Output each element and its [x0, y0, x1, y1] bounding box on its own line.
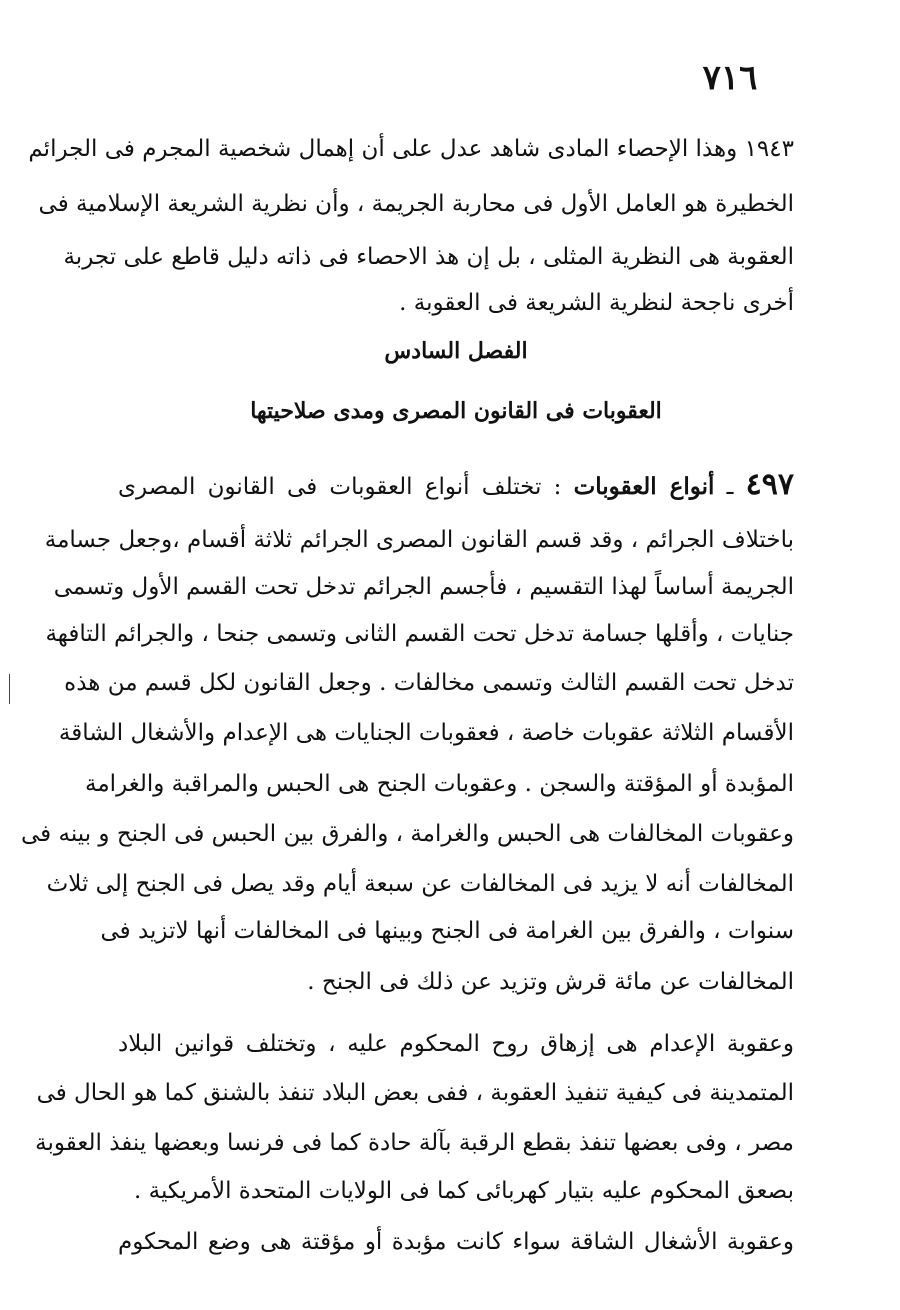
- text-line: المخالفات عن مائة قرش وتزيد عن ذلك فى الجنح .: [307, 969, 794, 995]
- section-dash: ـ: [714, 474, 746, 500]
- text-line: المتمدينة فى كيفية تنفيذ العقوبة ، ففى بعض البلاد تنفذ بالشنق كما هو الحال فى: [36, 1080, 794, 1106]
- chapter-title: العقوبات فى القانون المصرى ومدى صلاحيتها: [250, 398, 662, 424]
- section-first-line: [118, 465, 794, 505]
- page-number: ٧١٦: [702, 58, 758, 98]
- text-line: الجريمة أساساً لهذا التقسيم ، فأجسم الجرائم تدخل تحت القسم الأول وتسمى: [53, 574, 794, 600]
- section-text: : تختلف أنواع العقوبات فى القانون المصرى: [118, 474, 562, 500]
- text-line: مصر ، وفى بعضها تنفذ بقطع الرقبة بآلة حادة كما فى فرنسا وبعضها ينفذ العقوبة: [35, 1130, 794, 1156]
- chapter-heading: الفصل السادس: [384, 338, 528, 364]
- section-title: أنواع العقوبات: [573, 473, 715, 500]
- text-line: تدخل تحت القسم الثالث وتسمى مخالفات . وجعل القانون لكل قسم من هذه: [64, 670, 794, 696]
- text-line: بصعق المحكوم عليه بتيار كهربائى كما فى الولايات المتحدة الأمريكية .: [133, 1178, 794, 1204]
- text-line: الأقسام الثلاثة عقوبات خاصة ، فعقوبات الجنايات هى الإعدام والأشغال الشاقة: [58, 720, 794, 746]
- text-line: المخالفات أنه لا يزيد فى المخالفات عن سبعة أيام وقد يصل فى الجنح إلى ثلاث: [46, 871, 794, 897]
- text-line: وعقوبة الأشغال الشاقة سواء كانت مؤبدة أو مؤقتة هى وضع المحكوم: [118, 1229, 794, 1255]
- margin-mark: [9, 674, 10, 704]
- text-line: الخطيرة هو العامل الأول فى محاربة الجريمة ، وأن نظرية الشريعة الإسلامية فى: [38, 191, 794, 217]
- text-line: المؤبدة أو المؤقتة والسجن . وعقوبات الجنح هى الحبس والمراقبة والغرامة: [85, 771, 794, 797]
- text-line: أخرى ناجحة لنظرية الشريعة فى العقوبة .: [399, 290, 794, 316]
- text-line: ١٩٤٣ وهذا الإحصاء المادى شاهد عدل على أن إهمال شخصية المجرم فى الجرائم: [28, 136, 794, 162]
- text-line: وعقوبة الإعدام هى إزهاق روح المحكوم عليه ، وتختلف قوانين البلاد: [118, 1031, 794, 1057]
- text-line: باختلاف الجرائم ، وقد قسم القانون المصرى الجرائم ثلاثة أقسام ،وجعل جسامة: [44, 527, 794, 553]
- text-line: سنوات ، والفرق بين الغرامة فى الجنح وبينها فى المخالفات أنها لاتزيد فى: [100, 918, 794, 944]
- paragraph-number: ٤٩٧: [745, 467, 794, 502]
- text-line: العقوبة هى النظرية المثلى ، بل إن هذ الاحصاء فى ذاته دليل قاطع على تجربة: [63, 244, 794, 270]
- text-line: وعقوبات المخالفات هى الحبس والغرامة ، والفرق بين الحبس فى الجنح و بينه فى: [21, 821, 794, 847]
- text-line: جنايات ، وأقلها جسامة تدخل تحت القسم الثانى وتسمى جنحا ، والجرائم التافهة: [45, 621, 794, 647]
